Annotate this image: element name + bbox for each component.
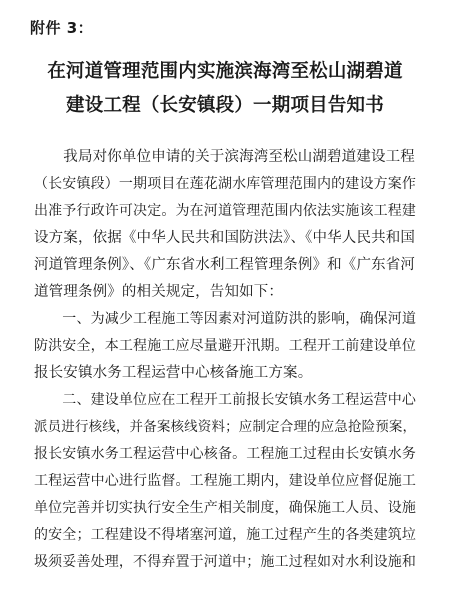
body-line: 派员进行核线，并备案核线资料；应制定合理的应急抢险预案， xyxy=(34,419,417,435)
body-line: 我局对你单位申请的关于滨海湾至松山湖碧道建设工程 xyxy=(34,149,415,165)
document-title-line-2: 建设工程（长安镇段）一期项目告知书 xyxy=(66,95,384,116)
body-line: 河道管理条例》、《广东省水利工程管理条例》和《广东省河 xyxy=(34,257,416,273)
body-line: 出准予行政许可决定。为在河道管理范围内依法实施该工程建 xyxy=(34,203,417,219)
body-line: 二、建设单位应在工程开工前报长安镇水务工程运营中心 xyxy=(34,392,417,408)
document-title-line-1: 在河道管理范围内实施滨海湾至松山湖碧道 xyxy=(47,61,403,82)
body-line: 设方案，依据《中华人民共和国防洪法》、《中华人民共和国 xyxy=(34,230,416,246)
attachment-label: 附件 3： xyxy=(30,19,94,37)
body-line: 一、为减少工程施工等因素对河道防洪的影响，确保河道 xyxy=(34,311,417,327)
body-line: （长安镇段）一期项目在莲花湖水库管理范围内的建设方案作 xyxy=(34,176,417,192)
body-line: 防洪安全，本工程施工应尽量避开汛期。工程开工前建设单位 xyxy=(34,338,417,354)
body-line: 工程运营中心进行监督。工程施工期内，建设单位应督促施工 xyxy=(34,473,417,489)
body-line: 道管理条例》的相关规定，告知如下： xyxy=(34,284,284,300)
body-line: 报长安镇水务工程运营中心核备。工程施工过程由长安镇水务 xyxy=(34,446,417,462)
body-line: 的安全；工程建设不得堵塞河道，施工过程产生的各类建筑垃 xyxy=(34,527,417,543)
body-line: 单位完善并切实执行安全生产相关制度，确保施工人员、设施 xyxy=(34,500,417,516)
body-line: 圾须妥善处理，不得弃置于河道中；施工过程如对水利设施和 xyxy=(34,554,417,570)
body-line: 报长安镇水务工程运营中心核备施工方案。 xyxy=(34,365,313,381)
